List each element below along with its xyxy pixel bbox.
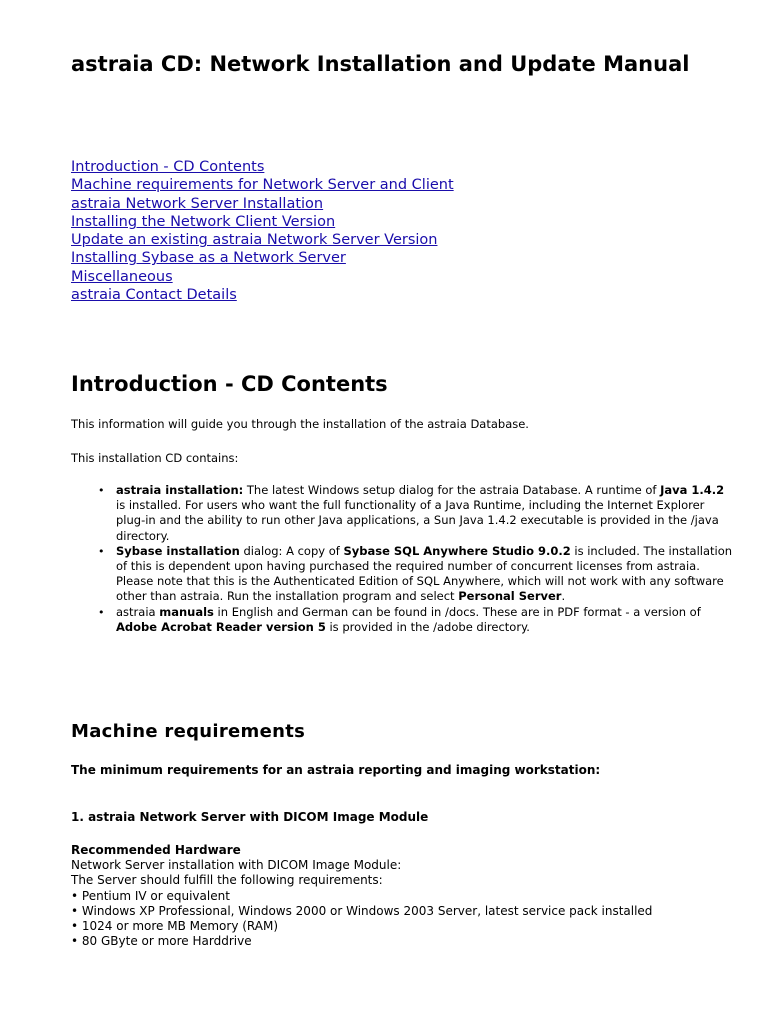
toc-link-sybase[interactable]: Installing Sybase as a Network Server	[71, 250, 346, 267]
toc-item	[71, 195, 454, 213]
recommended-hardware-label: Recommended Hardware	[71, 843, 241, 857]
cd-contents-item	[71, 483, 736, 544]
requirement-line: • 1024 or more MB Memory (RAM)	[71, 919, 279, 934]
toc-link-miscellaneous[interactable]: Miscellaneous	[71, 268, 173, 285]
toc-item	[71, 158, 454, 176]
toc-item	[71, 176, 454, 194]
toc-item	[71, 249, 454, 267]
item-text-run: is included. The installation of this is dependent upon having purchased the required number of concurrent licenses from astraia. Please note that this is the Authenticated Edition of SQL Anywhere, which will not work with any software other than astraia. Run the installation program and select	[116, 543, 733, 604]
item-text-run: Sybase SQL Anywhere Studio 9.0.2	[343, 543, 571, 558]
hardware-requirements	[71, 843, 652, 949]
toc-link-update-server[interactable]: Update an existing astraia Network Server Version	[71, 232, 438, 249]
item-text-run: astraia installation:	[116, 483, 244, 497]
bullet-icon: •	[98, 544, 105, 558]
requirement-line: • Pentium IV or equivalent	[71, 888, 230, 903]
bullet-icon: •	[98, 605, 105, 619]
item-text-run: dialog: A copy of	[239, 543, 344, 558]
item-text-run: is installed. For users who want the full functionality of a Java Runtime, including the Internet Explorer plug-in and the ability to run other Java applications, a Sun Java 1.4.2 executable is provided in the /java directory.	[116, 498, 719, 543]
item-text-run: manuals	[159, 604, 214, 619]
toc-item	[71, 213, 454, 231]
section-heading-machine-requirements: Machine requirements	[71, 721, 306, 742]
page-title: astraia CD: Network Installation and Update Manual	[71, 52, 690, 76]
toc-link-contact[interactable]: astraia Contact Details	[71, 287, 237, 304]
item-text-run: Adobe Acrobat Reader version 5	[116, 619, 326, 634]
item-text-run: astraia	[116, 604, 160, 619]
toc-link-machine-requirements[interactable]: Machine requirements for Network Server and Client	[71, 177, 454, 194]
item-text-run: The latest Windows setup dialog for the astraia Database. A runtime of	[243, 483, 661, 497]
requirement-line: • 80 GByte or more Harddrive	[71, 934, 252, 949]
cd-contents-list	[71, 483, 736, 635]
bullet-icon: •	[98, 484, 105, 497]
item-text-run: Java 1.4.2	[660, 483, 725, 497]
cd-contents-item	[71, 544, 736, 605]
toc-item	[71, 268, 454, 286]
intro-paragraph: This information will guide you through the installation of the astraia Database.	[71, 417, 529, 431]
item-text-run: .	[561, 589, 566, 604]
item-text-run: is provided in the /adobe directory.	[325, 619, 530, 634]
requirement-line: Network Server installation with DICOM Image Module:	[71, 858, 402, 873]
item-text-run: Sybase installation	[116, 543, 240, 558]
requirement-line: • Windows XP Professional, Windows 2000 or Windows 2003 Server, latest service pack installed	[71, 903, 653, 918]
toc-link-client-version[interactable]: Installing the Network Client Version	[71, 213, 336, 230]
toc-item	[71, 286, 454, 304]
cd-contains-paragraph: This installation CD contains:	[71, 451, 239, 465]
item-text-run: Personal Server	[458, 589, 562, 604]
table-of-contents	[71, 158, 454, 304]
requirement-line: The Server should fulfill the following requirements:	[71, 873, 383, 888]
toc-link-introduction[interactable]: Introduction - CD Contents	[71, 159, 265, 175]
item-text-run: in English and German can be found in /docs. These are in PDF format - a version of	[213, 604, 701, 619]
toc-link-server-installation[interactable]: astraia Network Server Installation	[71, 195, 324, 212]
server-subheading: 1. astraia Network Server with DICOM Image Module	[71, 810, 429, 824]
section-heading-introduction: Introduction - CD Contents	[71, 372, 388, 396]
toc-item	[71, 231, 454, 249]
minimum-requirements-text: The minimum requirements for an astraia reporting and imaging workstation:	[71, 763, 601, 777]
cd-contents-item	[71, 605, 736, 635]
